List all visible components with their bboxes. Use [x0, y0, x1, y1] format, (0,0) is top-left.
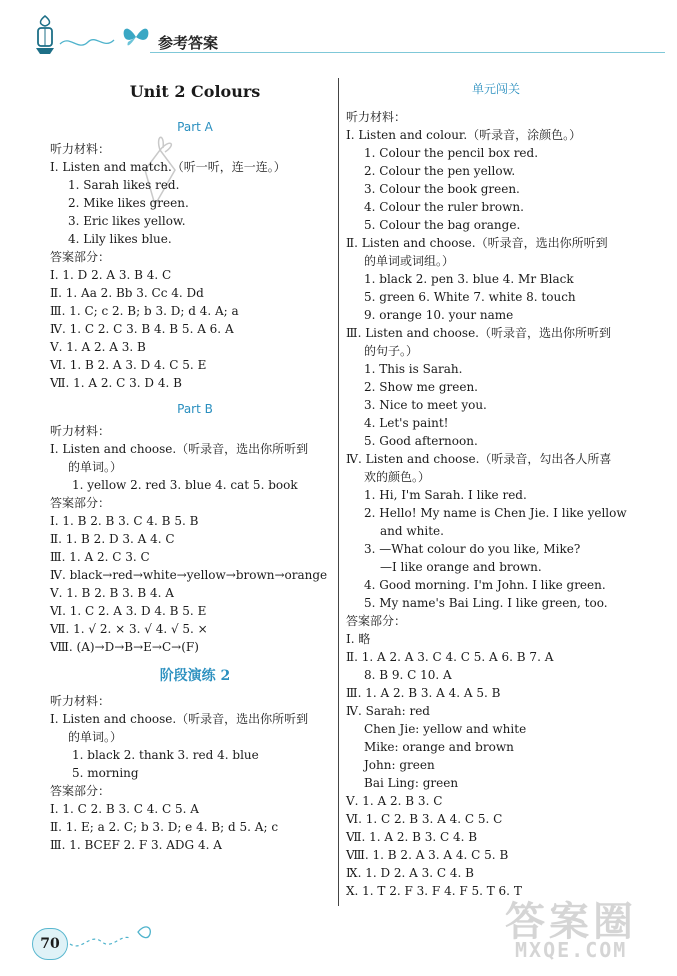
- material-line: 1. This is Sarah.: [364, 362, 463, 376]
- exercise-instruction: Ⅰ. Listen and colour.（听录音，涂颜色。）: [346, 128, 582, 142]
- answer-label: 答案部分：: [346, 614, 407, 628]
- answer-line: Mike: orange and brown: [364, 740, 514, 754]
- answer-line: Ⅱ. 1. B 2. D 3. A 4. C: [50, 532, 175, 546]
- exercise-instruction: Ⅲ. Listen and choose.（听录音，选出你所听到: [346, 326, 611, 340]
- answer-line: Ⅲ. 1. A 2. B 3. A 4. A 5. B: [346, 686, 501, 700]
- material-line: 4. Lily likes blue.: [68, 232, 172, 246]
- page-header: [0, 0, 677, 60]
- material-line: 5. Good afternoon.: [364, 434, 478, 448]
- stage-title: 阶段演练 2: [159, 668, 231, 684]
- answer-line: Ⅲ. 1. C; c 2. B; b 3. D; d 4. A; a: [50, 304, 239, 318]
- answer-line: Ⅶ. 1. √ 2. × 3. √ 4. √ 5. ×: [50, 622, 208, 636]
- material-line: 3. Eric likes yellow.: [68, 214, 186, 228]
- material-line: 3. Nice to meet you.: [364, 398, 487, 412]
- exercise-instruction-cont: 的单词。）: [68, 460, 123, 474]
- answer-line: Ⅷ. 1. B 2. A 3. A 4. C 5. B: [346, 848, 509, 862]
- exercise-instruction: Ⅰ. Listen and match.（听一听，连一连。）: [50, 160, 286, 174]
- answer-line: Ⅰ. 1. B 2. B 3. C 4. B 5. B: [50, 514, 199, 528]
- answer-line: Ⅴ. 1. B 2. B 3. B 4. A: [50, 586, 174, 600]
- material-label: 听力材料：: [50, 694, 111, 708]
- exercise-instruction: Ⅰ. Listen and choose.（听录音，选出你所听到: [50, 712, 309, 726]
- answer-line: Ⅳ. black→red→white→yellow→brown→orange: [50, 568, 328, 582]
- answer-line: Ⅲ. 1. BCEF 2. F 3. ADG 4. A: [50, 838, 222, 852]
- exercise-instruction-cont: 的句子。）: [364, 344, 419, 358]
- unit-title: Unit 2 Colours: [129, 82, 261, 101]
- footer-swirl-decoration: [68, 918, 168, 954]
- answer-line: 8. B 9. C 10. A: [364, 668, 452, 682]
- exercise-instruction-cont: 的单词。）: [68, 730, 123, 744]
- exercise-instruction: Ⅳ. Listen and choose.（听录音，勾出各人所喜: [346, 452, 612, 466]
- material-line: 3. Colour the book green.: [364, 182, 520, 196]
- part-a-title: Part A: [177, 120, 213, 134]
- answer-line: Ⅷ. (A)→D→B→E→C→(F): [50, 640, 199, 654]
- material-line: 2. Mike likes green.: [68, 196, 189, 210]
- answer-line: John: green: [364, 758, 435, 772]
- material-line: 1. Colour the pencil box red.: [364, 146, 539, 160]
- answer-line: Ⅶ. 1. A 2. C 3. D 4. B: [50, 376, 182, 390]
- material-label: 听力材料：: [50, 142, 111, 156]
- answer-line: Ⅴ. 1. A 2. B 3. C: [346, 794, 443, 808]
- exercise-instruction-cont: 的单词或词组。）: [364, 254, 455, 268]
- answer-line: Ⅴ. 1. A 2. A 3. B: [50, 340, 146, 354]
- answer-line: Ⅵ. 1. C 2. A 3. D 4. B 5. E: [50, 604, 207, 618]
- material-line: 1. yellow 2. red 3. blue 4. cat 5. book: [72, 478, 298, 492]
- exercise-instruction-cont: 欢的颜色。）: [364, 470, 431, 484]
- watermark-text: 答案圈: [505, 899, 637, 945]
- material-label: 听力材料：: [50, 424, 111, 438]
- material-line: 2. Colour the pen yellow.: [364, 164, 516, 178]
- exercise-instruction: Ⅰ. Listen and choose.（听录音，选出你所听到: [50, 442, 309, 456]
- answer-line: Ⅳ. 1. C 2. C 3. B 4. B 5. A 6. A: [50, 322, 234, 336]
- answer-line: Ⅰ. 1. D 2. A 3. B 4. C: [50, 268, 172, 282]
- material-line: 4. Colour the ruler brown.: [364, 200, 524, 214]
- left-column: [50, 76, 340, 854]
- answer-line: Ⅱ. 1. A 2. A 3. C 4. C 5. A 6. B 7. A: [346, 650, 554, 664]
- material-line: 5. morning: [72, 766, 139, 780]
- swirl-decoration: [58, 30, 128, 54]
- answer-label: 答案部分：: [50, 784, 111, 798]
- watermark-url: MXQE.COM: [515, 938, 628, 962]
- material-line: 5. green 6. White 7. white 8. touch: [364, 290, 576, 304]
- page-number: 70: [32, 928, 68, 960]
- material-line: —I like orange and brown.: [380, 560, 542, 574]
- answer-label: 答案部分：: [50, 496, 111, 510]
- material-label: 听力材料：: [346, 110, 407, 124]
- material-line: and white.: [380, 524, 444, 538]
- material-line: 4. Good morning. I'm John. I like green.: [364, 578, 606, 592]
- answer-line: Ⅱ. 1. Aa 2. Bb 3. Cc 4. Dd: [50, 286, 204, 300]
- material-line: 1. Sarah likes red.: [68, 178, 180, 192]
- unit-test-title: 单元闯关: [471, 82, 520, 96]
- watermark: [505, 890, 670, 970]
- answer-line: Ⅵ. 1. B 2. A 3. D 4. C 5. E: [50, 358, 207, 372]
- butterfly-icon: [120, 24, 152, 50]
- material-line: 1. Hi, I'm Sarah. I like red.: [364, 488, 527, 502]
- material-line: 9. orange 10. your name: [364, 308, 514, 322]
- material-line: 1. black 2. pen 3. blue 4. Mr Black: [364, 272, 574, 286]
- answer-line: Bai Ling: green: [364, 776, 459, 790]
- answer-line: Ⅳ. Sarah: red: [346, 704, 430, 718]
- answer-line: Chen Jie: yellow and white: [364, 722, 527, 736]
- answer-line: Ⅶ. 1. A 2. B 3. C 4. B: [346, 830, 478, 844]
- answer-line: Ⅰ. 1. C 2. B 3. C 4. C 5. A: [50, 802, 199, 816]
- header-rule: [150, 52, 665, 53]
- material-line: 2. Show me green.: [364, 380, 478, 394]
- lantern-icon: [30, 14, 60, 60]
- material-line: 2. Hello! My name is Chen Jie. I like yellow: [364, 506, 627, 520]
- answer-line: Ⅸ. 1. D 2. A 3. C 4. B: [346, 866, 474, 880]
- material-line: 4. Let's paint!: [364, 416, 449, 430]
- answer-line: Ⅵ. 1. C 2. B 3. A 4. C 5. C: [346, 812, 503, 826]
- part-b-title: Part B: [177, 402, 213, 416]
- material-line: 5. Colour the bag orange.: [364, 218, 521, 232]
- answer-line: Ⅹ. 1. T 2. F 3. F 4. F 5. T 6. T: [346, 884, 522, 898]
- material-line: 5. My name's Bai Ling. I like green, too.: [364, 596, 608, 610]
- header-title: 参考答案: [158, 34, 219, 52]
- answer-label: 答案部分：: [50, 250, 111, 264]
- right-column: [346, 76, 646, 900]
- material-line: 1. black 2. thank 3. red 4. blue: [72, 748, 259, 762]
- material-line: 3. —What colour do you like, Mike?: [364, 542, 581, 556]
- exercise-instruction: Ⅱ. Listen and choose.（听录音，选出你所听到: [346, 236, 608, 250]
- answer-line: Ⅰ. 略: [346, 632, 371, 646]
- answer-line: Ⅱ. 1. E; a 2. C; b 3. D; e 4. B; d 5. A; c: [50, 820, 279, 834]
- answer-line: Ⅲ. 1. A 2. C 3. C: [50, 550, 150, 564]
